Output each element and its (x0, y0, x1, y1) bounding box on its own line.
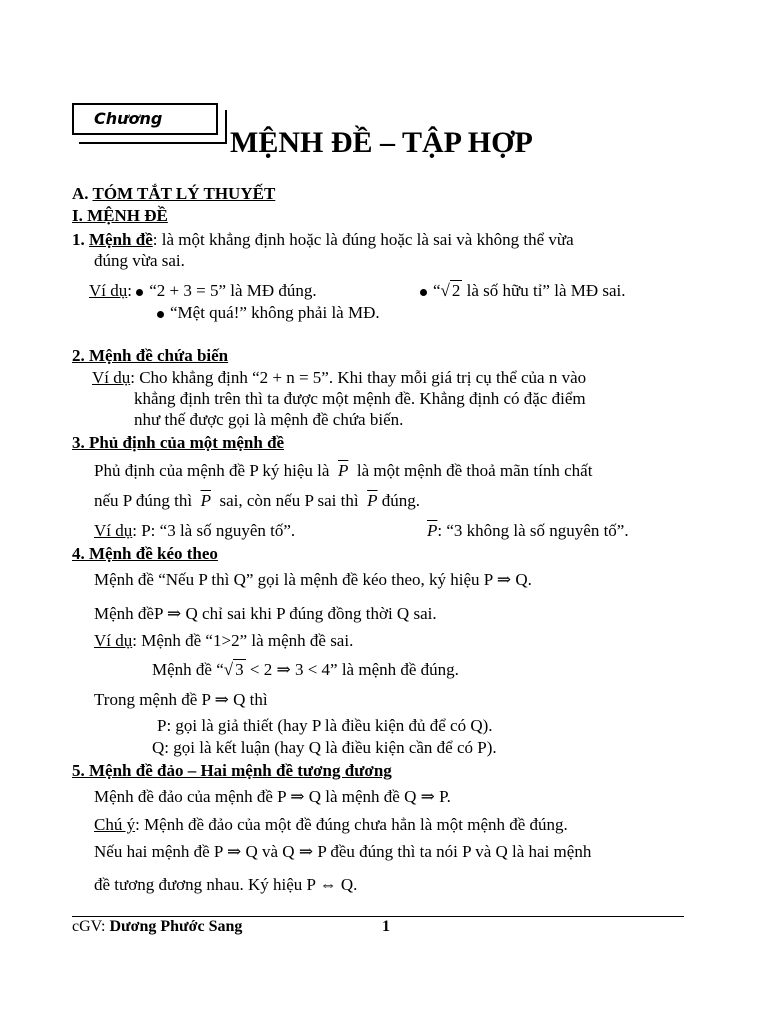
section-a-heading: A. TÓM TẮT LÝ THUYẾT (72, 184, 276, 203)
page-number: 1 (382, 918, 390, 935)
negation-symbol: $\overline{P}$ (427, 521, 438, 540)
bullet-icon (420, 289, 427, 296)
item1-term: Mệnh đề (89, 230, 153, 249)
item1-example-2: “√ 2 là số hữu tỉ” là MĐ sai. (420, 281, 626, 301)
item3-line2: nếu P đúng thì $\overline{P}$ sai, còn nếu P sai thì $\overline{P}$ đúng. (94, 491, 420, 510)
page-title: MỆNH ĐỀ – TẬP HỢP (230, 126, 533, 159)
item3-example-right: $\overline{P}$: “3 không là số nguyên tố”. (427, 521, 629, 540)
item4-line5: Q: gọi là kết luận (hay Q là điều kiện cần để có P). (152, 738, 497, 757)
author-name: Dương Phước Sang (109, 918, 243, 935)
item4-line3: Trong mệnh đề P ⇒ Q thì (94, 690, 268, 709)
footer-rule (72, 916, 684, 917)
item3-example-left: Ví dụ: P: “3 là số nguyên tố”. (94, 521, 296, 540)
item1-example-1: Ví dụ: “2 + 3 = 5” là MĐ đúng. (89, 281, 317, 300)
item4-example-2: Mệnh đề “√ 3 < 2 ⇒ 3 < 4” là mệnh đề đúng. (152, 660, 459, 679)
section-i-text: I. MỆNH ĐỀ (72, 206, 168, 225)
section-a-text: TÓM TẮT LÝ THUYẾT (92, 184, 276, 203)
item5-note: Chú ý: Mệnh đề đảo của một đề đúng chưa hẳn là một mệnh đề đúng. (94, 815, 568, 834)
item3-line1: Phủ định của mệnh đề P ký hiệu là $\overline{P}$ là một mệnh đề thoả mãn tính chất (94, 461, 593, 480)
section-i-heading (72, 206, 168, 226)
negation-symbol: $\overline{P}$ (367, 491, 378, 510)
item4-line4: P: gọi là giả thiết (hay P là điều kiện đủ để có Q). (157, 716, 493, 735)
item1-example-label: Ví dụ (89, 281, 128, 300)
item5-line3: Nếu hai mệnh đề P ⇒ Q và Q ⇒ P đều đúng thì ta nói P và Q là hai mệnh (94, 842, 592, 861)
negation-symbol: $\overline{P}$ (337, 461, 349, 480)
bullet-icon (136, 289, 143, 296)
item1-line1 (72, 230, 574, 250)
item1-example-3: “Mệt quá!” không phải là MĐ. (157, 303, 380, 323)
item4-heading: 4. Mệnh đề kéo theo (72, 544, 218, 563)
item4-line1: Mệnh đề “Nếu P thì Q” gọi là mệnh đề kéo theo, ký hiệu P ⇒ Q. (94, 570, 532, 589)
item5-line1: Mệnh đề đảo của mệnh đề P ⇒ Q là mệnh đề Q ⇒ P. (94, 787, 451, 806)
item4-line2: Mệnh đềP ⇒ Q chỉ sai khi P đúng đồng thời Q sai. (94, 604, 437, 623)
item3-heading: 3. Phủ định của một mệnh đề (72, 433, 285, 452)
item2-heading: 2. Mệnh đề chứa biến (72, 346, 229, 365)
item4-example-1: Ví dụ: Mệnh đề “1>2” là mệnh đề sai. (94, 631, 354, 650)
chapter-box (72, 103, 218, 135)
bullet-icon (157, 311, 164, 318)
item2-line3: như thế được gọi là mệnh đề chứa biến. (134, 410, 404, 429)
item1-def-line1: : là một khẳng định hoặc là đúng hoặc là sai và không thể vừa (152, 230, 574, 249)
item5-heading: 5. Mệnh đề đảo – Hai mệnh đề tương đương (72, 761, 392, 780)
item2-line1: Ví dụ: Cho khẳng định “2 + n = 5”. Khi thay mỗi giá trị cụ thể của n vào (92, 368, 587, 387)
item2-line2: khẳng định trên thì ta được một mệnh đề. Khẳng định có đặc điểm (134, 389, 586, 408)
item1-number: 1. (72, 230, 85, 249)
negation-symbol: $\overline{P}$ (200, 491, 211, 510)
sqrt-symbol: √ 2 (440, 281, 461, 300)
item5-line4: đề tương đương nhau. Ký hiệu P ⇔ Q. (94, 875, 358, 894)
item1-ex1: “2 + 3 = 5” là MĐ đúng. (149, 281, 317, 300)
footer-author: cGV: Dương Phước Sang (72, 918, 243, 935)
sqrt-symbol: √ 3 (223, 660, 244, 679)
item1-def-line2: đúng vừa sai. (94, 251, 185, 270)
chapter-label: Chương (94, 109, 163, 128)
